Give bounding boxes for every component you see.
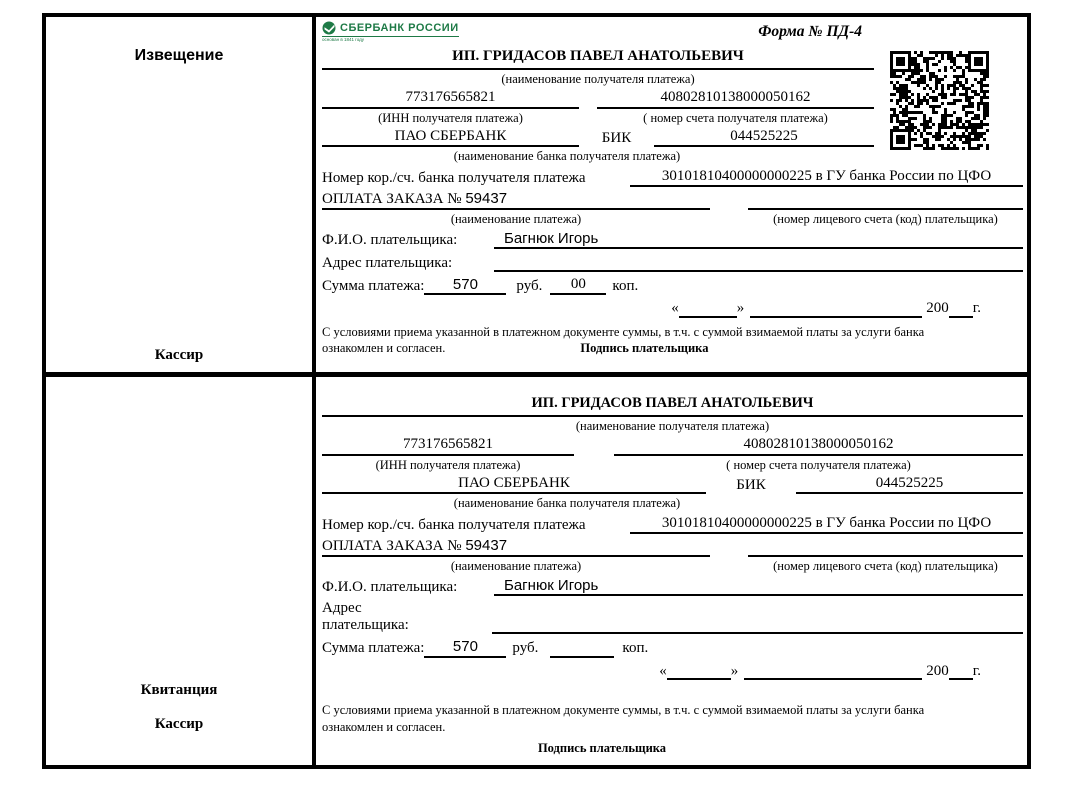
date-row (322, 298, 981, 317)
bank-name-label: (наименование банка получателя платежа) (453, 496, 681, 511)
notice-upper-block (322, 21, 874, 164)
sberbank-logo (322, 21, 459, 43)
amount-label: Сумма платежа: (322, 640, 425, 657)
notice-body (316, 17, 1027, 372)
inn-value: 773176565821 (322, 89, 579, 108)
amount-row (322, 638, 1023, 657)
amount-row (322, 276, 1023, 295)
amount-label: Сумма платежа: (322, 278, 425, 294)
order-number: 59437 (465, 536, 508, 554)
bank-name-value: ПАО СБЕРБАНК (322, 128, 579, 147)
purpose-cell (322, 190, 710, 210)
quote-open: « (671, 300, 679, 317)
payer-address-value (492, 615, 1023, 634)
payer-address-label: Адрес плательщика: (322, 254, 453, 271)
personal-account-line (748, 538, 1023, 557)
recipient-name-label: (наименование получателя платежа) (575, 419, 770, 433)
year-prefix: 200 (926, 300, 949, 317)
agreement-line2: ознакомлен и согласен. (322, 341, 446, 356)
payment-name-label: (наименование платежа) (450, 559, 582, 574)
account-value: 40802810138000050162 (614, 436, 1023, 455)
payer-fio-value: Багнюк Игорь (494, 577, 1023, 596)
year-prefix: 200 (926, 662, 949, 679)
personal-account-label: (номер лицевого счета (код) плательщика) (773, 212, 998, 227)
personal-account-line (748, 191, 1023, 210)
inn-label: (ИНН получателя платежа) (378, 110, 523, 125)
payer-address-value (494, 253, 1023, 272)
payment-name-label: (наименование платежа) (450, 212, 582, 227)
corr-account-row (322, 515, 1023, 534)
purpose-cell (322, 537, 710, 557)
inn-label: (ИНН получателя платежа) (375, 457, 521, 472)
agreement-line2: ознакомлен и согласен. (322, 719, 446, 734)
quote-open: « (659, 662, 667, 679)
account-value: 40802810138000050162 (597, 89, 874, 108)
amount-kop-value: 00 (550, 276, 606, 295)
bik-label: БИК (736, 477, 766, 493)
corr-account-row (322, 168, 1023, 187)
date-row (322, 661, 981, 680)
agreement-line1: С условиями приема указанной в платежном документе суммы, в т.ч. с суммой взимаемой платы за услуги банка (322, 324, 925, 339)
receipt-cashier-label: Кассир (154, 716, 204, 732)
purpose-row (322, 537, 1023, 557)
agreement-text (322, 702, 1023, 757)
receipt-section (46, 377, 1027, 765)
purpose-prefix: ОПЛАТА ЗАКАЗА № (322, 537, 462, 554)
payer-fio-label: Ф.И.О. плательщика: (322, 231, 458, 248)
account-label: ( номер счета получателя платежа) (726, 457, 911, 472)
order-number: 59437 (465, 189, 508, 207)
amount-kop-value (550, 638, 614, 657)
rub-label: руб. (516, 278, 543, 294)
corr-account-label: Номер кор./сч. банка получателя платежа (322, 169, 586, 186)
inn-value: 773176565821 (322, 436, 574, 455)
bik-value: 044525225 (654, 128, 874, 147)
payer-address-label: Адрес плательщика: (322, 599, 409, 633)
corr-account-label: Номер кор./сч. банка получателя платежа (322, 516, 586, 533)
account-label: ( номер счета получателя платежа) (643, 110, 828, 125)
recipient-name-label: (наименование получателя платежа) (501, 72, 695, 86)
rub-label: руб. (512, 640, 539, 657)
agreement-text (322, 324, 1023, 358)
notice-section (46, 17, 1027, 377)
payer-fio-value: Багнюк Игорь (494, 230, 1023, 249)
purpose-prefix: ОПЛАТА ЗАКАЗА № (322, 190, 462, 207)
form-number: Форма № ПД-4 (758, 23, 862, 40)
bik-value: 044525225 (796, 475, 1023, 494)
receipt-left-column (46, 377, 316, 765)
kop-label: коп. (612, 278, 639, 294)
pd4-form (42, 13, 1031, 769)
agreement-line1: С условиями приема указанной в платежном документе суммы, в т.ч. с суммой взимаемой платы за услуги банка (322, 702, 925, 717)
sberbank-logo-tagline: основан в 1841 году (322, 37, 365, 42)
receipt-title: Квитанция (140, 682, 218, 698)
corr-account-value: 30101810400000000225 в ГУ банка России по ЦФО (630, 515, 1023, 534)
signature-label: Подпись плательщика (580, 341, 709, 356)
corr-account-value: 30101810400000000225 в ГУ банка России по ЦФО (630, 168, 1023, 187)
bik-label: БИК (601, 130, 632, 146)
sberbank-logo-text: СБЕРБАНК РОССИИ (340, 21, 459, 34)
sberbank-logo-icon (322, 21, 336, 35)
signature-label: Подпись плательщика (537, 740, 667, 755)
recipient-name: ИП. ГРИДАСОВ ПАВЕЛ АНАТОЛЬЕВИЧ (322, 48, 874, 70)
amount-rub-value: 570 (424, 276, 506, 295)
year-suffix: г. (972, 662, 981, 679)
amount-rub-value: 570 (424, 638, 506, 657)
bank-name-value: ПАО СБЕРБАНК (322, 475, 706, 494)
receipt-body (316, 377, 1027, 765)
kop-label: коп. (622, 640, 649, 657)
quote-close: » (736, 300, 745, 317)
notice-cashier-label: Кассир (154, 347, 204, 363)
year-suffix: г. (972, 300, 981, 317)
notice-left-column (46, 17, 316, 372)
qr-code (890, 51, 989, 150)
quote-close: » (730, 662, 739, 679)
notice-title: Извещение (134, 47, 224, 64)
purpose-row (322, 190, 1023, 210)
bank-name-label: (наименование банка получателя платежа) (453, 149, 681, 164)
recipient-name: ИП. ГРИДАСОВ ПАВЕЛ АНАТОЛЬЕВИЧ (322, 395, 1023, 417)
personal-account-label: (номер лицевого счета (код) плательщика) (773, 559, 998, 574)
payer-fio-label: Ф.И.О. плательщика: (322, 578, 458, 595)
